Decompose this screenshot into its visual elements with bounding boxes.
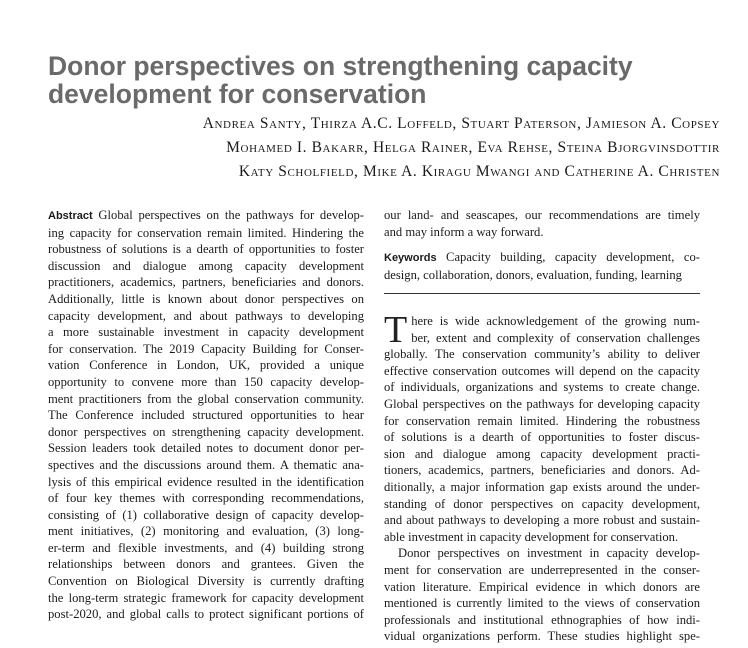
abstract-line: ment initiatives, (2) monitoring and evaluation, (3) long- [48,524,364,539]
title-line: development for conservation [48,79,427,109]
abstract-line: Additionally, little is known about donor perspectives on [48,291,364,306]
body-line: standing of donor perspectives on capacity development, [384,496,700,511]
abstract-line: capacity development, and about pathways to developing [48,308,364,323]
author-list [20,112,720,184]
body-line: of individuals, organizations and systems to create change. [384,380,700,395]
abstract-text: Global perspectives on the pathways for develop- [98,208,364,222]
abstract-line: discussion and dialogue among capacity development [48,258,364,273]
body-line: ber, extent and complexity of conservation challenges [411,330,700,345]
abstract-line: post-2020, and global calls to protect significant portions of [48,607,364,622]
abstract-line: consisting of (1) collaborative design of capacity develop- [48,507,364,522]
abstract-line: Convention on Biological Diversity is currently drafting [48,574,364,589]
body-line: Donor perspectives on investment in capacity develop- [398,546,700,561]
abstract-line: donor perspectives on strengthening capacity development. [48,424,364,439]
abstract-label: Abstract [48,210,93,222]
drop-cap: T [384,309,408,351]
abstract-line: robustness of solutions is a dearth of opportunities to foster [48,242,364,257]
abstract-line: of four key themes with corresponding recommendations, [48,491,364,506]
abstract-line: lysis of this empirical evidence resulted in the identification [48,474,364,489]
abstract-line: spectives and the discussions around them. A thematic ana- [48,457,364,472]
body-line: mentioned is currently limited to the views of conservation [384,596,700,611]
author-line: Katy Scholfield, Mike A. Kiragu Mwangi and Catherine A. Christen [238,163,720,180]
abstract-line [48,207,364,225]
body-text [384,309,700,645]
body-line: of solutions is a dearth of opportunities to foster discus- [384,430,700,445]
keywords-section [384,249,700,283]
body-line: and about pathways to developing a more robust and sustain- [384,513,700,528]
abstract-line: The Conference included structured opportunities to hear [48,408,364,423]
author-line: Mohamed I. Bakarr, Helga Rainer, Eva Rehse, Steina Bjorgvinsdottir [226,139,720,156]
section-divider [384,293,700,294]
body-line: Global perspectives on the pathways for developing capacity [384,396,700,411]
abstract-line: er-term and flexible investments, and (4) building strong [48,540,364,555]
body-line: ditionally, a major information gap exists around the under- [384,479,700,494]
body-line: vidual organizations perform. These studies highlight spe- [384,629,700,644]
title-line: Donor perspectives on strengthening capacity [48,51,633,81]
body-line: effective conservation outcomes will depend on the capacity [384,363,700,378]
abstract-line: a more sustainable investment in capacity development [48,325,364,340]
body-line: professionals and institutional ethnographies of how indi- [384,612,700,627]
body-line: here is wide acknowledgement of the growing num- [411,314,700,328]
abstract-line: and may inform a way forward. [384,224,544,239]
abstract-line: our land- and seascapes, our recommendations are timely [384,208,700,222]
keywords-label: Keywords [384,252,437,264]
abstract-section [48,207,364,623]
body-line: ment for conservation are underrepresented in the conser- [384,562,700,577]
abstract-line: practitioners, academics, partners, beneficiaries and donors. [48,275,364,290]
abstract-line: ment practitioners from the global conservation community. [48,391,364,406]
keywords-text: Capacity building, capacity development, co- [446,250,700,264]
abstract-line: Session leaders took detailed notes to document donor per- [48,441,364,456]
abstract-line: relationships between donors and grantees. Given the [48,557,364,572]
body-line: vation literature. Empirical evidence in which donors are [384,579,700,594]
abstract-line: the long-term strategic framework for capacity development [48,590,364,605]
article-title [48,52,728,108]
abstract-line: for conservation. The 2019 Capacity Building for Conser- [48,341,364,356]
keywords-line [384,249,700,267]
author-line: Andrea Santy, Thirza A.C. Loffeld, Stuart Paterson, Jamieson A. Copsey [202,115,720,132]
abstract-line: opportunity to convene more than 150 capacity develop- [48,374,364,389]
body-line: globally. The conservation community’s ability to deliver [384,347,700,362]
body-line: tioners, academics, partners, beneficiaries and donors. Ad- [384,463,700,478]
abstract-continuation [384,207,700,240]
body-line: sion and dialogue among capacity development practi- [384,446,700,461]
keywords-line: design, collaboration, donors, evaluation, funding, learning [384,267,682,282]
body-line: able investment in capacity development for conservation. [384,529,679,544]
abstract-line: ing capacity for conservation remain limited. Hindering the [48,225,364,240]
abstract-line: vation Conference in London, UK, provided a unique [48,358,364,373]
body-line: for conservation remain limited. Hindering the robustness [384,413,700,428]
